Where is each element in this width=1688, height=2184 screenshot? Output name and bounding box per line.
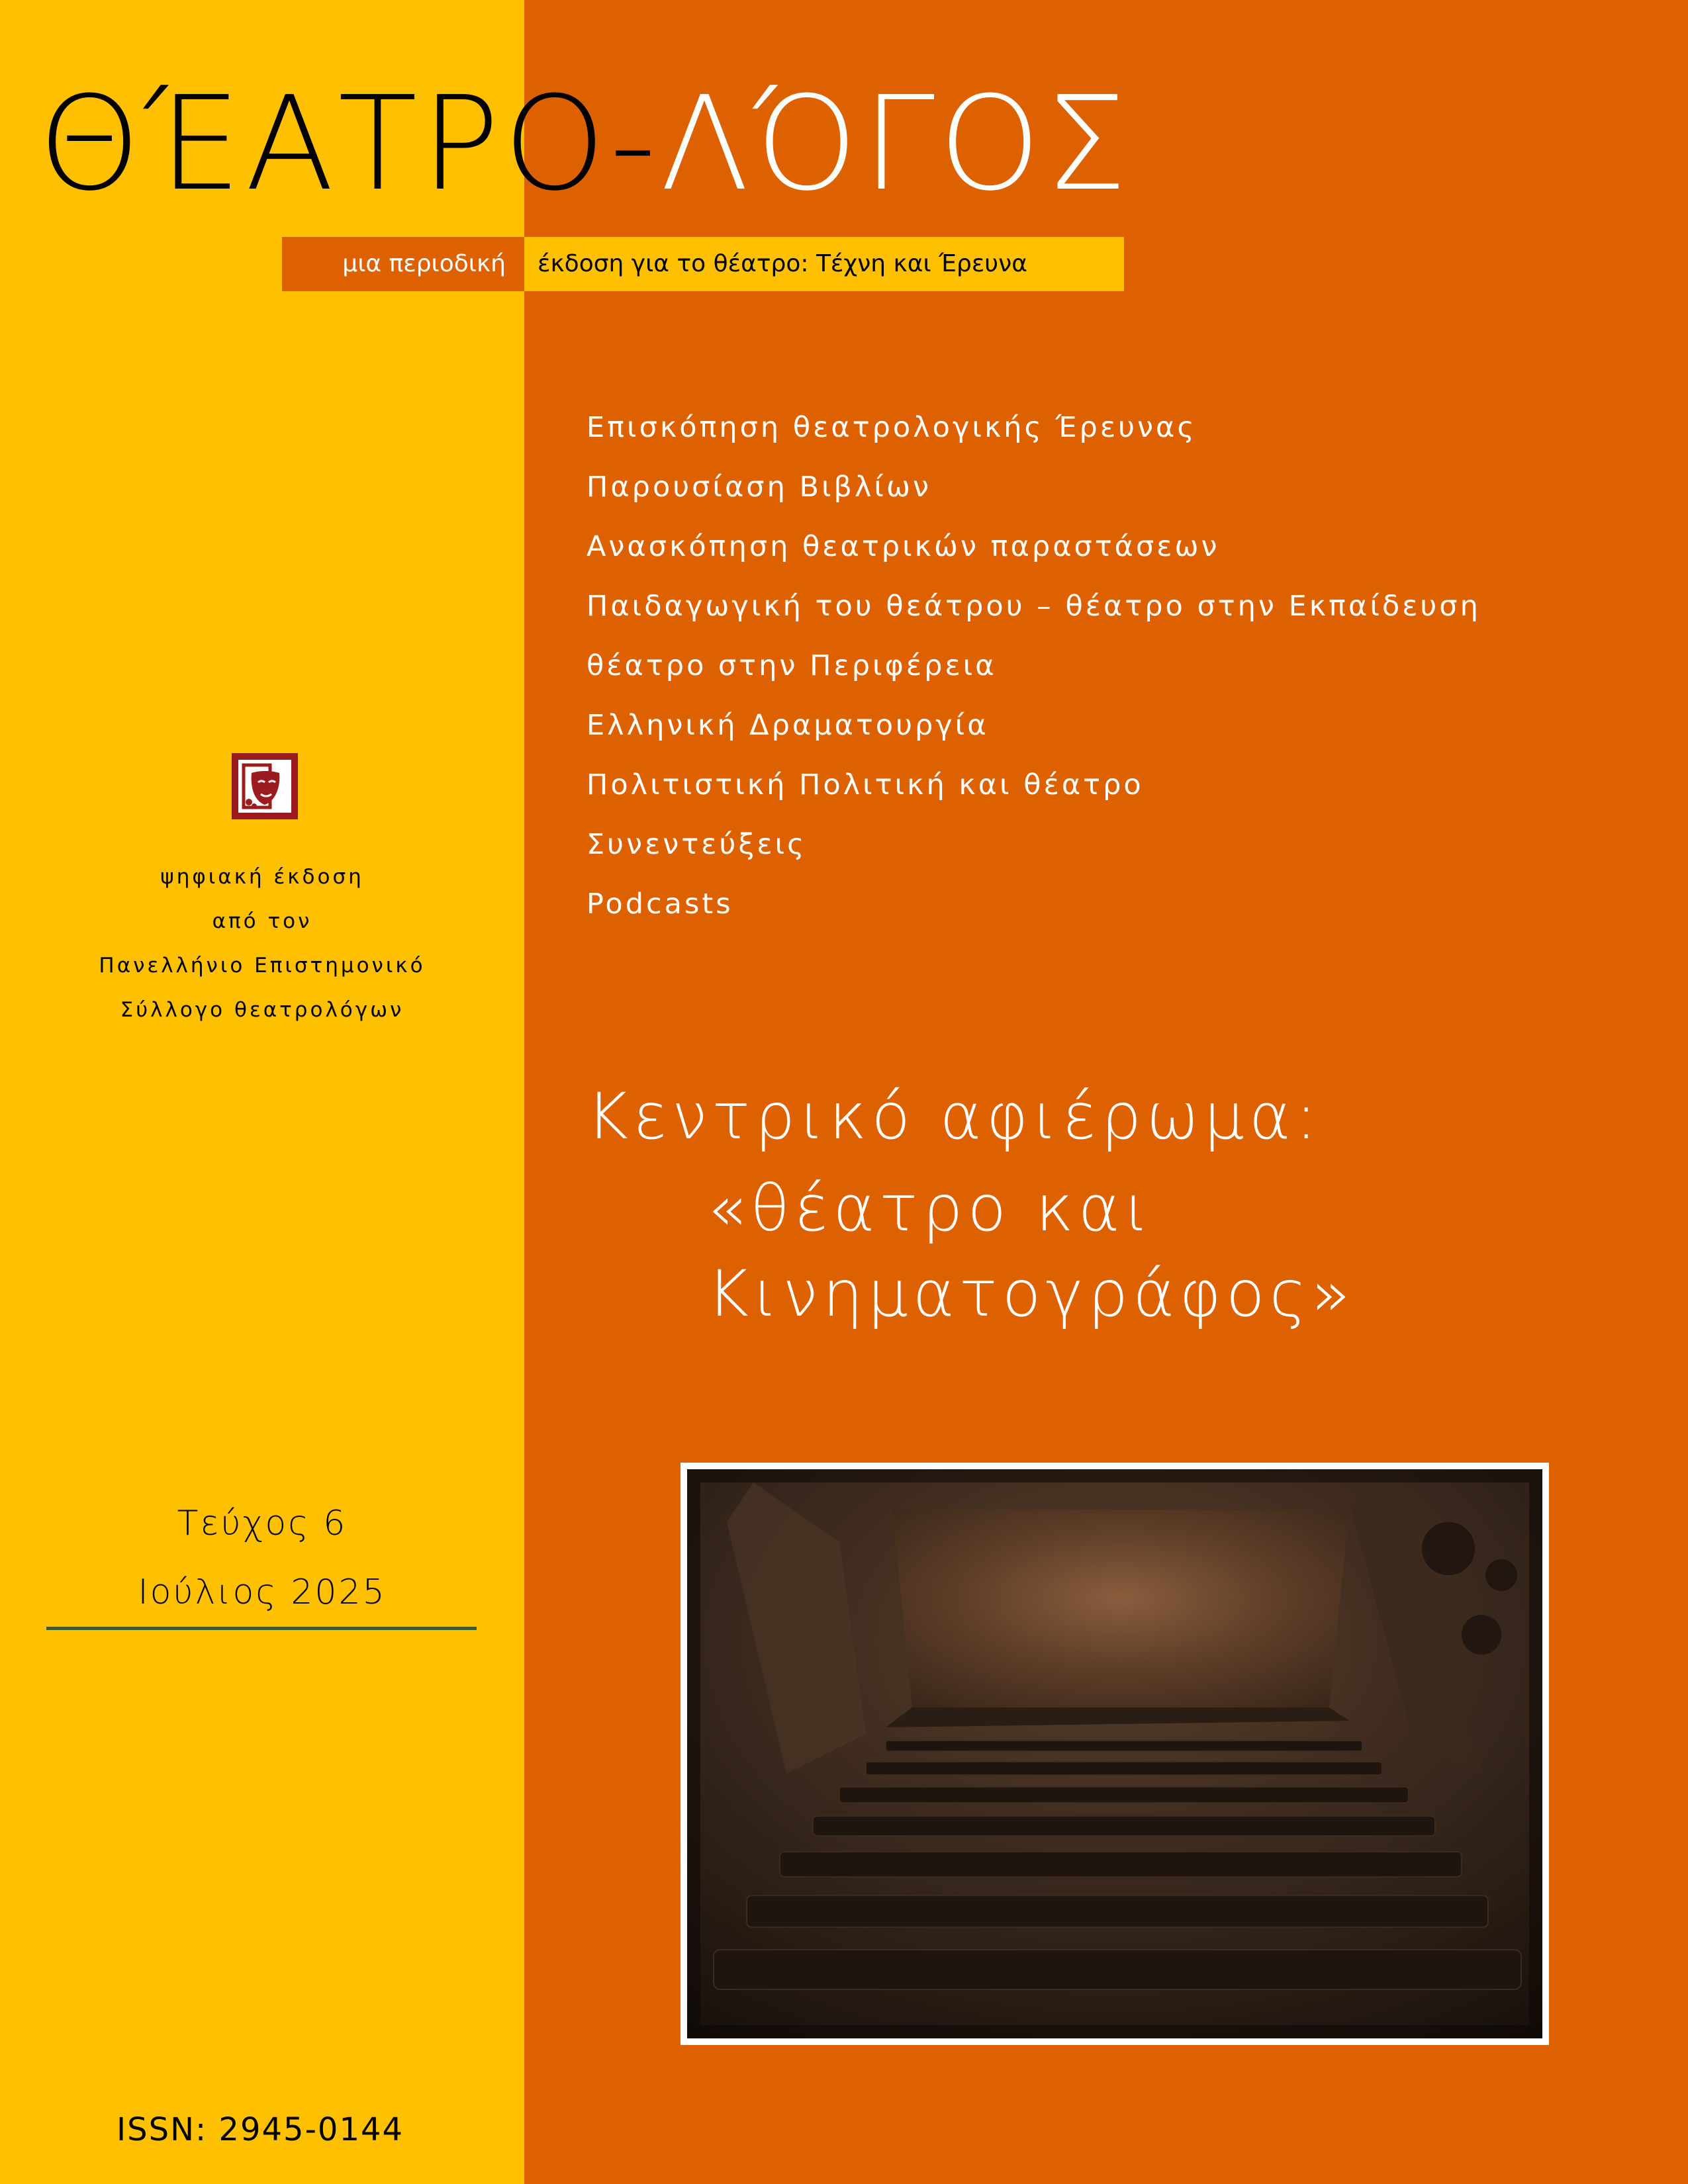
section-item: Συνεντεύξεις	[586, 828, 807, 861]
subtitle-left: μια περιοδική	[282, 237, 524, 291]
feature-heading: Κεντρικό αφιέρωμα:	[586, 1079, 1322, 1154]
feature-title	[707, 1166, 1355, 1336]
publisher-line: Σύλλογο θεατρολόγων	[120, 998, 404, 1022]
title-part-2: ΛΌΓΟΣ	[660, 69, 1131, 220]
section-item: Πολιτιστική Πολιτική και θέατρο	[586, 768, 1144, 801]
theatre-masks-logo-icon	[232, 753, 298, 819]
cinema-hall-photo	[680, 1463, 1549, 2045]
section-item: Podcasts	[586, 887, 733, 921]
issue-info	[0, 1497, 524, 1635]
section-item: θέατρο στην Περιφέρεια	[586, 649, 997, 682]
publisher-line: ψηφιακή έκδοση	[160, 865, 364, 889]
section-item: Παρουσίαση Βιβλίων	[586, 471, 932, 504]
section-item: Ανασκόπηση θεατρικών παραστάσεων	[586, 530, 1220, 563]
section-item: Ελληνική Δραματουργία	[586, 709, 989, 742]
magazine-title	[38, 69, 1131, 220]
issn: ISSN: 2945-0144	[117, 2111, 404, 2148]
section-item: Παιδαγωγική του θεάτρου – θέατρο στην Εκπαίδευση	[586, 590, 1481, 623]
subtitle-right: έκδοση για το θέατρο: Τέχνη και Έρευνα	[524, 237, 1124, 291]
publisher-line: Πανελλήνιο Επιστημονικό	[99, 954, 426, 978]
issue-date: Ιούλιος 2025	[138, 1572, 387, 1612]
title-part-1: ΘΈΑΤΡΟ-	[38, 69, 661, 220]
publisher-line: από τον	[212, 909, 312, 933]
issue-number: Τεύχος 6	[177, 1504, 348, 1543]
feature-title-line: «θέατρο και	[707, 1171, 1154, 1246]
section-list	[586, 408, 1481, 944]
section-item: Επισκόπηση θεατρολογικής Έρευνας	[586, 411, 1197, 444]
feature-title-line: Κινηματογράφος»	[707, 1256, 1355, 1331]
left-panel	[0, 0, 524, 2184]
publisher-info	[0, 859, 524, 1036]
issue-divider	[46, 1627, 477, 1630]
